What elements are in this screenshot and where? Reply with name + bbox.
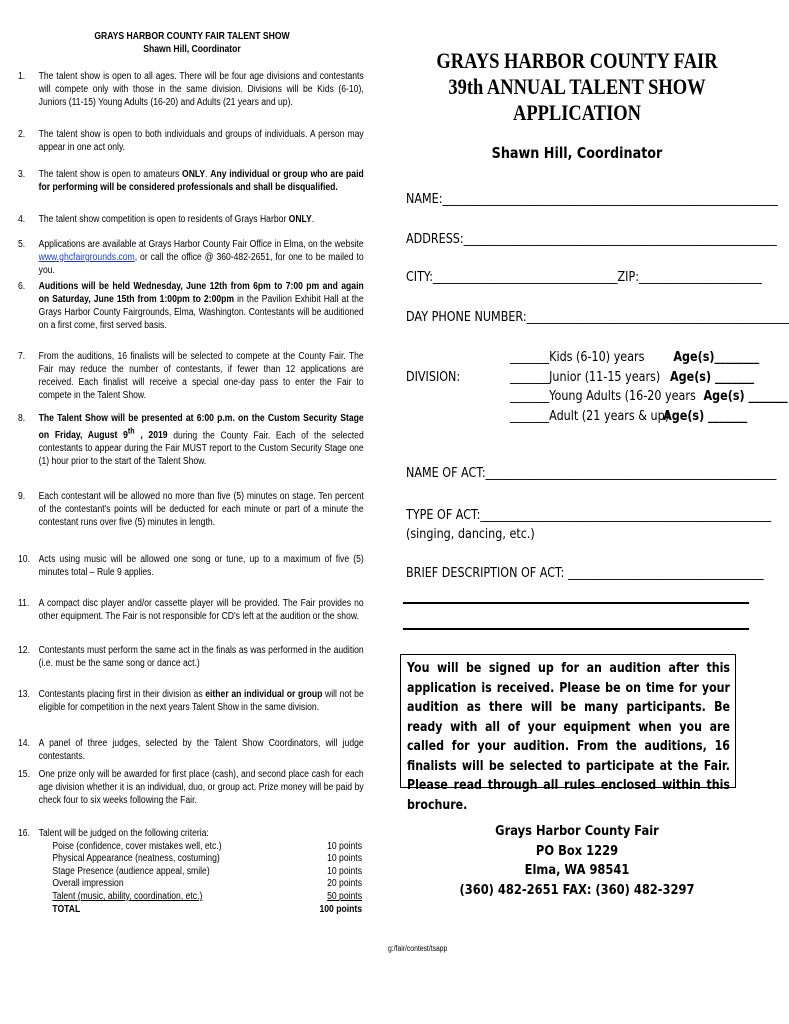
rule-text: The Talent Show will be presented at 6:00 p.m. on the Custom Security Stage on Friday, August 9th , 2019 during the County Fair. Each of the selected contestants to appear during the Fair MUST report to the Custom Security Stage one (1) hour prior to the start of the Talent Show. xyxy=(38,413,364,468)
criteria-points: 10 points xyxy=(327,840,362,852)
application-title-line2: 39th ANNUAL TALENT SHOW xyxy=(448,74,706,99)
division-label-text: Young Adults (16-20 years xyxy=(549,389,696,404)
city-zip-field[interactable]: CITY:_________________________________ZIP:______________________ xyxy=(406,270,762,285)
division-label-text: Kids (6-10) years xyxy=(549,350,645,365)
rule-item xyxy=(18,238,364,277)
rule-number: 9. xyxy=(18,491,26,502)
criteria-name: Overall impression xyxy=(52,878,124,890)
division-checkbox-blank[interactable]: _______ xyxy=(510,389,550,404)
rule-text: Acts using music will be allowed one song or tune, up to a maximum of five (5) minutes total – Rule 9 applies. xyxy=(38,554,364,578)
rule-number: 1. xyxy=(18,71,26,82)
rule-text: Auditions will be held Wednesday, June 12th from 6pm to 7:00 pm and again on Saturday, June 15th from 1:00pm to 2:00pm in the Pavilion Exhibit Hall at the Grays Harbor County Fairgrounds, Elma, Washington. Contestants will be auditioned on a first come, first served basis. xyxy=(38,281,364,331)
rule-item xyxy=(18,70,364,109)
address-line: PO Box 1229 xyxy=(535,843,619,859)
criteria-number: 16. xyxy=(18,828,30,839)
division-age-field[interactable]: Age(s) _______ xyxy=(669,370,755,385)
rule-item xyxy=(18,768,364,807)
address-line: (360) 482-2651 FAX: (360) 482-3297 xyxy=(459,882,695,898)
division-age-field[interactable]: Age(s) _______ xyxy=(663,409,748,424)
rule-text: Each contestant will be allowed no more than five (5) minutes on stage. Ten percent of the contestant's points will be deducted for each minute or part of a minute the contestant runs over five (5) minutes in length. xyxy=(38,491,364,528)
criteria-row xyxy=(18,866,362,879)
application-title-line1: GRAYS HARBOR COUNTY FAIR xyxy=(436,48,718,73)
application-title-line3: APPLICATION xyxy=(512,100,641,125)
address-line: Elma, WA 98541 xyxy=(524,862,630,878)
act-description-field[interactable]: BRIEF DESCRIPTION OF ACT: ___________________________________ xyxy=(406,566,764,581)
rule-number: 12. xyxy=(18,645,30,656)
fair-website-link[interactable]: www.ghcfairgrounds.com xyxy=(38,252,135,263)
rule-item xyxy=(18,737,364,763)
address-field[interactable]: ADDRESS:________________________________________________________ xyxy=(406,232,777,247)
description-line-1[interactable] xyxy=(403,602,749,604)
division-option[interactable] xyxy=(510,350,760,365)
division-checkbox-blank[interactable]: _______ xyxy=(510,370,550,385)
division-age-field[interactable]: Age(s) _______ xyxy=(703,389,788,404)
rule-text: One prize only will be awarded for first place (cash), and second place cash for each age division whether it is an individual, duo, or group act. Prize money will be paid by check four to six weeks following the Fair. xyxy=(38,769,364,806)
division-checkbox-blank[interactable]: _______ xyxy=(510,350,550,365)
rule-text: The talent show is open to both individuals and groups of individuals. A person may appear in one act only. xyxy=(38,129,364,153)
division-checkbox-blank[interactable]: _______ xyxy=(510,409,550,424)
rule-number: 5. xyxy=(18,239,26,250)
rules-coordinator: Shawn Hill, Coordinator xyxy=(143,44,241,55)
rule-number: 7. xyxy=(18,351,26,362)
act-type-hint: (singing, dancing, etc.) xyxy=(406,527,535,542)
rule-item xyxy=(18,490,364,529)
rule-number: 6. xyxy=(18,281,26,292)
judging-criteria xyxy=(18,828,362,916)
audition-notice-box xyxy=(400,654,736,813)
criteria-points: 10 points xyxy=(327,865,362,877)
criteria-name: Physical Appearance (neatness, costuming) xyxy=(52,853,220,865)
rule-text: The talent show competition is open to residents of Grays Harbor ONLY. xyxy=(38,214,315,225)
rule-number: 3. xyxy=(18,169,26,180)
criteria-points: 20 points xyxy=(327,878,362,890)
rule-item xyxy=(18,644,364,670)
rules-title: GRAYS HARBOR COUNTY FAIR TALENT SHOW xyxy=(94,31,290,42)
rule-number: 13. xyxy=(18,689,30,700)
rule-number: 2. xyxy=(18,129,26,140)
criteria-row xyxy=(18,891,362,904)
description-line-2[interactable] xyxy=(403,628,749,630)
audition-notice-text: You will be signed up for an audition after this application is received. Please be on time for your audition as there will be many participants. Be ready with all of your equipment when you are called for your audition. From the auditions, 16 finalists will be selected to participate at the Fair. Please read through all rules enclosed within this brochure. xyxy=(407,661,730,813)
rule-text: Applications are available at Grays Harbor County Fair Office in Elma, on the website www.ghcfairgrounds.com, or call the office @ 360-482-2651, for one to be mailed to you. xyxy=(38,239,364,276)
division-label-text: Junior (11-15 years) xyxy=(549,370,661,385)
address-line: Grays Harbor County Fair xyxy=(495,823,659,839)
rule-text: From the auditions, 16 finalists will be selected to compete at the County Fair. The Fair may reduce the number of contestants, if fewer than 12 applications are received. Each finalist will receive a special one-day pass to enter the Fair to compete in the Talent Show. xyxy=(38,351,364,401)
rule-item xyxy=(18,128,364,154)
rule-number: 4. xyxy=(18,214,26,225)
rule-item xyxy=(18,597,364,623)
criteria-row xyxy=(18,878,362,891)
division-label-text: Adult (21 years & up) xyxy=(549,409,670,424)
criteria-total-label: TOTAL xyxy=(52,903,81,915)
criteria-name: Poise (confidence, cover mistakes well, etc.) xyxy=(52,840,222,852)
rule-number: 8. xyxy=(18,413,26,424)
name-field[interactable]: NAME:____________________________________________________________ xyxy=(406,192,778,207)
act-type-field[interactable]: TYPE OF ACT:____________________________________________________ xyxy=(406,508,772,523)
rules-header xyxy=(18,30,366,56)
act-name-field[interactable]: NAME OF ACT:____________________________________________________ xyxy=(406,466,777,481)
criteria-intro: Talent will be judged on the following criteria: xyxy=(38,828,209,839)
criteria-name: Stage Presence (audience appeal, smile) xyxy=(52,865,210,877)
application-coordinator: Shawn Hill, Coordinator xyxy=(491,144,663,162)
division-label: DIVISION: xyxy=(406,370,461,385)
rule-text: Contestants placing first in their division as either an individual or group will not be eligible for competition in the next years Talent Show in the same division. xyxy=(38,689,364,713)
rule-number: 10. xyxy=(18,554,30,565)
rule-number: 11. xyxy=(18,598,30,609)
division-option[interactable] xyxy=(510,370,755,385)
rule-item xyxy=(18,412,364,468)
footer-file-code: g:/fair/contest/tsapp xyxy=(388,944,448,953)
division-age-field[interactable]: Age(s)________ xyxy=(673,350,760,365)
rule-number: 15. xyxy=(18,769,30,780)
criteria-row xyxy=(18,853,362,866)
rule-item xyxy=(18,688,364,714)
day-phone-field[interactable]: DAY PHONE NUMBER:_______________________________________________ xyxy=(406,310,789,325)
criteria-total-points: 100 points xyxy=(319,903,362,915)
criteria-row xyxy=(18,841,362,854)
rule-item xyxy=(18,168,364,194)
criteria-total-row xyxy=(18,904,362,917)
rule-text: A compact disc player and/or cassette player will be provided. The Fair provides no other equipment. The Fair is not responsible for CD's left at the audition or the show. xyxy=(38,598,364,622)
criteria-points: 10 points xyxy=(327,853,362,865)
rule-text: The talent show is open to all ages. There will be four age divisions and contestants will compete only with those in the same division. Divisions will be Kids (6-10), Juniors (11-15) Young Adults (16-20) and Adults (21 years and up). xyxy=(38,71,364,108)
criteria-points: 50 points xyxy=(327,890,362,902)
division-option[interactable] xyxy=(510,409,748,424)
rule-item xyxy=(18,350,364,402)
division-option[interactable] xyxy=(510,389,788,404)
rule-item xyxy=(18,553,364,579)
criteria-name: Talent (music, ability, coordination, etc.) xyxy=(52,890,203,902)
rule-number: 14. xyxy=(18,738,30,749)
rule-text: Contestants must perform the same act in the finals as was performed in the audition (i.e. must be the same song or dance act.) xyxy=(38,645,364,669)
rule-item xyxy=(18,280,364,332)
rule-text: A panel of three judges, selected by the Talent Show Coordinators, will judge contestants. xyxy=(38,738,364,762)
rule-text: The talent show is open to amateurs ONLY. Any individual or group who are paid for performing will be considered professionals and shall be disqualified. xyxy=(38,169,364,193)
rule-item xyxy=(18,213,364,226)
